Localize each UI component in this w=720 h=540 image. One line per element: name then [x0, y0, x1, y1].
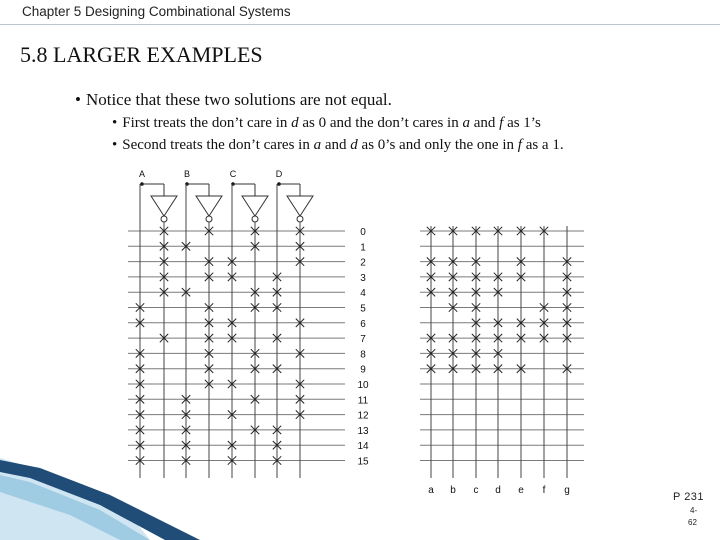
inverter-icon	[242, 196, 268, 216]
slide-number-top: 4-	[690, 506, 698, 515]
output-label: d	[495, 485, 501, 496]
input-label: D	[275, 169, 283, 179]
row-label: 5	[360, 303, 366, 315]
text-run: as 0’s and only the one in	[357, 137, 518, 153]
input-label: C	[229, 169, 237, 179]
text-run: First treats the don’t care in	[122, 115, 292, 131]
row-label: 10	[357, 380, 369, 391]
slide-number-bottom: 62	[688, 518, 697, 527]
row-label: 4	[360, 288, 366, 300]
text-run: Second treats the don’t cares in	[122, 137, 314, 153]
bullet-main-text: Notice that these two solutions are not equal.	[85, 90, 392, 109]
inverter-icon	[196, 196, 222, 216]
bullet-dot-icon: •	[112, 137, 118, 153]
row-label: 7	[360, 334, 366, 346]
inverter-icon	[151, 196, 177, 216]
row-label: 1	[360, 242, 366, 254]
input-label: A	[138, 169, 146, 179]
bullet-dot-icon: •	[112, 115, 118, 131]
text-run: as 0 and the don’t cares in	[298, 115, 463, 131]
row-label: 3	[360, 272, 366, 284]
row-label: 2	[360, 257, 366, 269]
chapter-header: Chapter 5 Designing Combinational Systems	[22, 4, 291, 19]
text-run: as a 1.	[521, 137, 564, 153]
text-run: as 1’s	[503, 115, 541, 131]
text-run: f	[499, 115, 504, 131]
row-label: 6	[360, 318, 366, 330]
inverter-icon	[287, 196, 313, 216]
text-run: d	[350, 137, 358, 153]
text-run: a	[313, 137, 322, 153]
row-label: 9	[360, 364, 366, 376]
row-label: 12	[357, 410, 369, 422]
slide-title: 5.8 LARGER EXAMPLES	[20, 42, 263, 67]
row-label: 8	[360, 349, 366, 361]
text-run: and	[469, 115, 500, 131]
output-label: c	[473, 485, 479, 496]
row-label: 14	[357, 441, 369, 453]
output-label: e	[518, 485, 524, 496]
text-run: d	[291, 115, 299, 131]
page-reference: P 231	[673, 491, 705, 503]
text-run: a	[462, 115, 470, 131]
output-label: g	[564, 485, 570, 496]
output-label: b	[450, 485, 456, 496]
row-label: 0	[360, 227, 366, 238]
input-label: B	[183, 169, 191, 179]
row-label: 11	[357, 395, 369, 407]
output-label: f	[542, 485, 546, 496]
output-label: a	[428, 485, 434, 496]
text-run: and	[321, 137, 351, 153]
row-label: 15	[357, 456, 369, 468]
text-run: f	[517, 137, 522, 153]
bullet-dot-icon: •	[75, 90, 81, 109]
row-label: 13	[357, 425, 369, 437]
